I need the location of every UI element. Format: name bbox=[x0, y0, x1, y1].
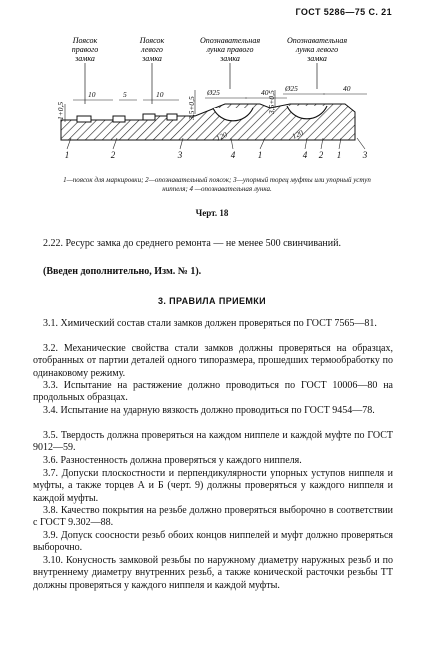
section-title: 3. ПРАВИЛА ПРИЕМКИ bbox=[157, 296, 267, 306]
dim-text-5: 3,5+0,5 bbox=[187, 96, 196, 120]
label-right-hole-1: Опознавательная bbox=[199, 36, 261, 45]
label-left-hole-3: замка bbox=[307, 54, 327, 63]
label-right-hole-2: лунка правого bbox=[206, 45, 254, 54]
paragraph-3-1: 3.1. Химический состав стали замков должен проверяться по ГОСТ 7565—81. bbox=[43, 318, 377, 329]
label-left-hole-1: Опознавательная bbox=[286, 36, 348, 45]
dim-text-7: 40 bbox=[261, 88, 269, 97]
paragraph-3-4: 3.4. Испытание на ударную вязкость должно проводиться по ГОСТ 9454—78. bbox=[43, 405, 375, 416]
part-number: 1 bbox=[64, 150, 70, 160]
page-header: ГОСТ 5286—75 С. 21 bbox=[295, 7, 392, 17]
paragraph-3-6: 3.6. Разностенность должна проверяться у каждого ниппеля. bbox=[43, 455, 302, 466]
dim-text-1: 1+0,5 bbox=[56, 101, 65, 120]
amendment-note: (Введен дополнительно, Изм. № 1). bbox=[43, 266, 202, 277]
part-number: 1 bbox=[257, 150, 263, 160]
part-number: 2 bbox=[110, 150, 116, 160]
label-left-belt-1: Поясок bbox=[139, 36, 165, 45]
dim-text-11: 120 bbox=[214, 129, 229, 143]
dim-text-9: Ø25 bbox=[285, 84, 298, 93]
dim-text-3: 5 bbox=[123, 90, 127, 99]
figure-title: Черт. 18 bbox=[195, 208, 229, 218]
part-number: 3 bbox=[177, 150, 183, 160]
label-left-belt-2: левого bbox=[141, 45, 163, 54]
paragraph-3-7: 3.7. Допуски плоскостности и перпендикулярности упорных уступов ниппеля и муфты, а также торцев А и Б (черт. 9) должны проверяться у каждого ниппеля и каждой муфты. bbox=[33, 468, 393, 504]
label-right-hole-3: замка bbox=[220, 54, 240, 63]
figure-caption: 1—поясок для маркировки; 2—опознавательный поясок; 3—упорный торец муфты или упорный уступ ниппеля; 4 —опознавательная лунка. bbox=[63, 176, 371, 193]
dim-text-6: Ø25 bbox=[207, 88, 220, 97]
label-right-belt-2: правого bbox=[71, 45, 99, 54]
label-left-hole-2: лунка левого bbox=[295, 45, 339, 54]
part-number: 1 bbox=[336, 150, 342, 160]
paragraph-3-5: 3.5. Твердость должна проверяться на каждом ниппеле и каждой муфте по ГОСТ 9012—59. bbox=[33, 430, 393, 454]
dim-text-12: 120 bbox=[290, 127, 305, 141]
label-left-belt-3: замка bbox=[142, 54, 162, 63]
label-right-belt-3: замка bbox=[75, 54, 95, 63]
paragraph-2-22: 2.22. Ресурс замка до среднего ремонта — не менее 500 свинчиваний. bbox=[43, 238, 341, 249]
dim-text-8: 3,5+0,5 bbox=[267, 90, 276, 114]
part-number: 4 bbox=[230, 150, 236, 160]
dim-text-10: 40 bbox=[343, 84, 351, 93]
part-number: 2 bbox=[318, 150, 324, 160]
part-number: 3 bbox=[362, 150, 368, 160]
paragraph-3-9: 3.9. Допуск соосности резьб обоих концов ниппелей и муфт должно проверяться выборочно. bbox=[33, 530, 393, 554]
part-number: 4 bbox=[302, 150, 308, 160]
paragraph-3-3: 3.3. Испытание на растяжение должно проводиться по ГОСТ 10006—80 на продольных образцах. bbox=[33, 380, 393, 404]
paragraph-3-10: 3.10. Конусность замковой резьбы по наружному диаметру наружных резьб и по внутреннему диаметру внутренних резьб, а также конической расточки резьбы ТТ должны проверяться у каждого ниппеля и каждой муфты. bbox=[33, 555, 393, 591]
dim-text-2: 10 bbox=[88, 90, 96, 99]
drawing-figure-18 bbox=[55, 34, 385, 174]
dim-text-4: 10 bbox=[156, 90, 164, 99]
paragraph-3-2: 3.2. Механические свойства стали замков должны проверяться на образцах, отобранных от партии деталей одного типоразмера, прошедших термообработку по одинаковому режиму. bbox=[33, 343, 393, 379]
label-right-belt-1: Поясок bbox=[72, 36, 98, 45]
paragraph-3-8: 3.8. Качество покрытия на резьбе должно проверяться выборочно в соответствии с ГОСТ 9.302—88. bbox=[33, 505, 393, 529]
